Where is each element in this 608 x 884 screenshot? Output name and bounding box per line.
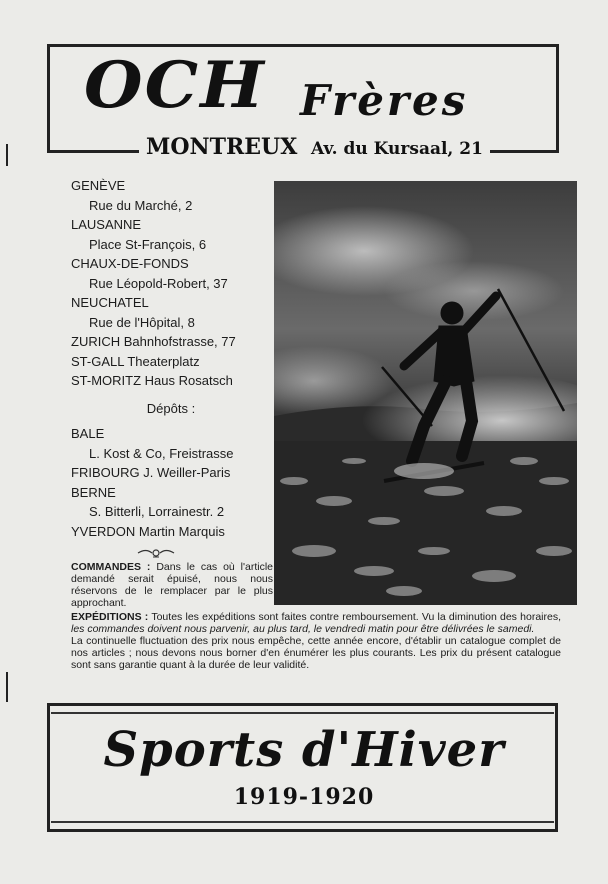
store-city: NEUCHATEL [71,295,149,310]
scan-edge-mark [6,144,8,166]
footer-title: Sports d'Hiver [103,722,505,778]
ornament-icon [136,546,176,560]
store-street: Rue du Marché, 2 [89,197,193,213]
depot-city: YVERDON Martin Marquis [71,523,225,539]
depot-city: BALE [71,426,105,441]
expeditions-notice [71,611,561,671]
footer-years: 1919-1920 [233,784,375,810]
expeditions-label: EXPÉDITIONS : [71,611,149,623]
store-city: LAUSANNE [71,217,142,232]
store-list [71,176,271,541]
commandes-label: COMMANDES : [71,561,151,573]
city-name: MONTREUX [146,134,298,160]
address-line [146,134,483,160]
expeditions-italic: les commandes doivent nous parvenir, au plus tard, le vendredi matin pour être délivrées le samedi. [71,623,535,635]
store-city: ST-MORITZ Haus Rosatsch [71,373,233,388]
expeditions-text: Toutes les expéditions sont faites contre remboursement. Vu la diminution des horaires, [151,611,561,623]
store-city: ZURICH Bahnhofstrasse, 77 [71,334,236,349]
depot-city: BERNE [71,484,116,500]
store-street: Rue Léopold-Robert, 37 [89,275,228,291]
expeditions-paragraph [71,611,561,635]
depots-heading: Dépôts : [146,400,196,416]
street-address: Av. du Kursaal, 21 [310,139,483,159]
footer-inner-rule-top [51,712,554,714]
skier-photo [274,181,577,605]
store-street: Rue de l'Hôpital, 8 [89,314,195,330]
depot-street: L. Kost & Co, Freistrasse [89,445,234,461]
header-rule-left [47,150,139,153]
commandes-text: Dans le cas où l'article demandé serait épuisé, nous nous réservons de le remplacer par le plus approchant. [71,561,274,609]
brand-main: OCH [84,48,266,123]
scan-edge-mark [6,672,8,702]
header-rule-right [490,150,559,153]
store-street: Place St-François, 6 [89,236,207,252]
store-city: CHAUX-DE-FONDS [71,256,189,271]
depot-street: S. Bitterli, Lorrainestr. 2 [89,504,225,519]
depot-city: FRIBOURG J. Weiller-Paris [71,465,231,480]
footer-inner-rule-bottom [51,821,554,823]
store-city: ST-GALL Theaterplatz [71,353,200,369]
store-city: GENÈVE [71,178,126,193]
commandes-notice [71,561,273,609]
brand-second: Frères [300,76,469,125]
pricing-paragraph: La continuelle fluctuation des prix nous empêche, cette année encore, d'établir un catalogue complet de nos articles ; nous devons nous borner d'en énumérer les plus courants. Les prix du présent catalogue sont sans garantie quant à la durée de leur validité. [71,635,561,671]
